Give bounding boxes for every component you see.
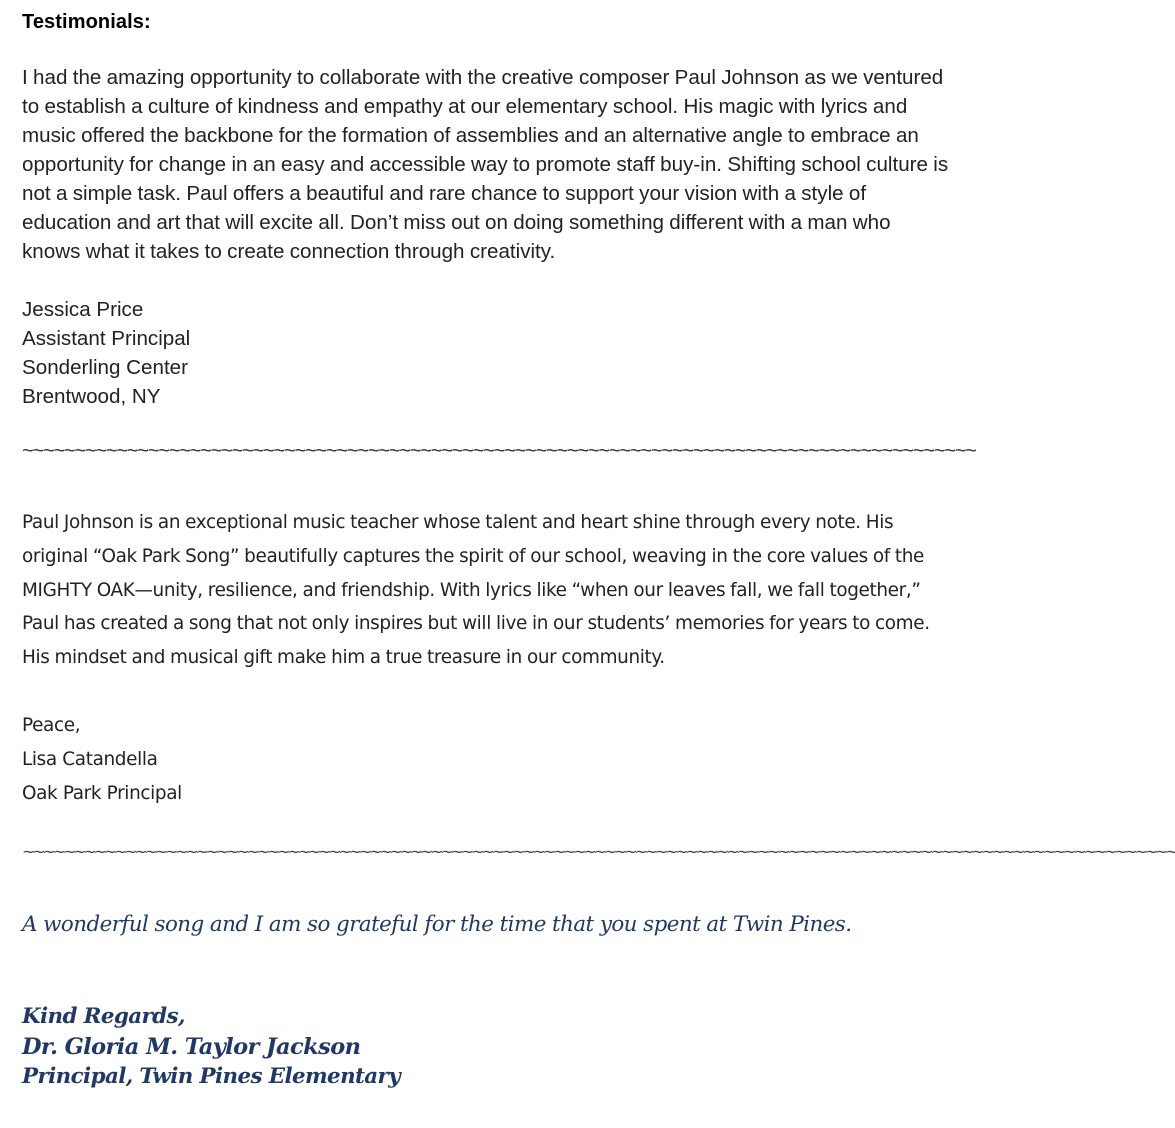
testimonial-signature xyxy=(22,709,972,810)
testimonial-lisa-catandella xyxy=(22,506,972,810)
testimonial-gloria-taylor-jackson xyxy=(22,910,972,1092)
testimonials-page xyxy=(22,0,1175,1092)
testimonial-signature xyxy=(22,1002,972,1092)
signature-name: Lisa Catandella xyxy=(22,748,158,770)
testimonial-text: A wonderful song and I am so grateful for the time that you spent at Twin Pines. xyxy=(22,912,852,938)
signature-title: Assistant Principal xyxy=(22,327,191,350)
signature-title: Principal, Twin Pines Elementary xyxy=(22,1064,401,1090)
tilde-divider: ~~~~~~~~~~~~~~~~~~~~~~~~~~~~~~~~~~~~~~~~~~~~~~~~~~~~~~~~~~~~~~~~~~~~~~~~~~~~~~~~~~~~~~~~~~~~~~~~~~~~~~~~~~~~~~~~~ xyxy=(22,842,1175,862)
signature-closing: Peace, xyxy=(22,714,81,736)
signature-title: Oak Park Principal xyxy=(22,782,182,804)
testimonial-text: I had the amazing opportunity to collaborate with the creative composer Paul Johnson as we ventured to establish a culture of kindness and empathy at our elementary school. His magic with lyrics and music offered the backbone for the formation of assemblies and an alternative angle to embrace an opportunity for change in an easy and accessible way to promote staff buy-in. Shifting school culture is not a simple task. Paul offers a beautiful and rare chance to support your vision with a style of education and art that will excite all. Don’t miss out on doing something different with a man who knows what it takes to create connection through creativity. xyxy=(22,66,949,263)
testimonial-signature xyxy=(22,295,972,411)
signature-name: Jessica Price xyxy=(22,298,144,321)
tilde-divider: ~~~~~~~~~~~~~~~~~~~~~~~~~~~~~~~~~~~~~~~~~~~~~~~~~~~~~~~~~~~~~~~~~~~~~~~~~~~~~~~~~~~~~~~~~~~ xyxy=(22,440,976,462)
signature-location: Brentwood, NY xyxy=(22,385,161,408)
signature-organization: Sonderling Center xyxy=(22,356,188,379)
page-heading: Testimonials: xyxy=(22,11,151,33)
testimonial-jessica-price xyxy=(22,63,972,411)
signature-closing: Kind Regards, xyxy=(22,1004,185,1030)
signature-name: Dr. Gloria M. Taylor Jackson xyxy=(22,1034,361,1061)
testimonial-text: Paul Johnson is an exceptional music teacher whose talent and heart shine through every note. His original “Oak Park Song” beautifully captures the spirit of our school, weaving in the core values of the MIGHTY OAK—unity, resilience, and friendship. With lyrics like “when our leaves fall, we fall together,” Paul has created a song that not only inspires but will live in our students’ memories for years to come. His mindset and musical gift make him a true treasure in our community. xyxy=(22,512,930,669)
